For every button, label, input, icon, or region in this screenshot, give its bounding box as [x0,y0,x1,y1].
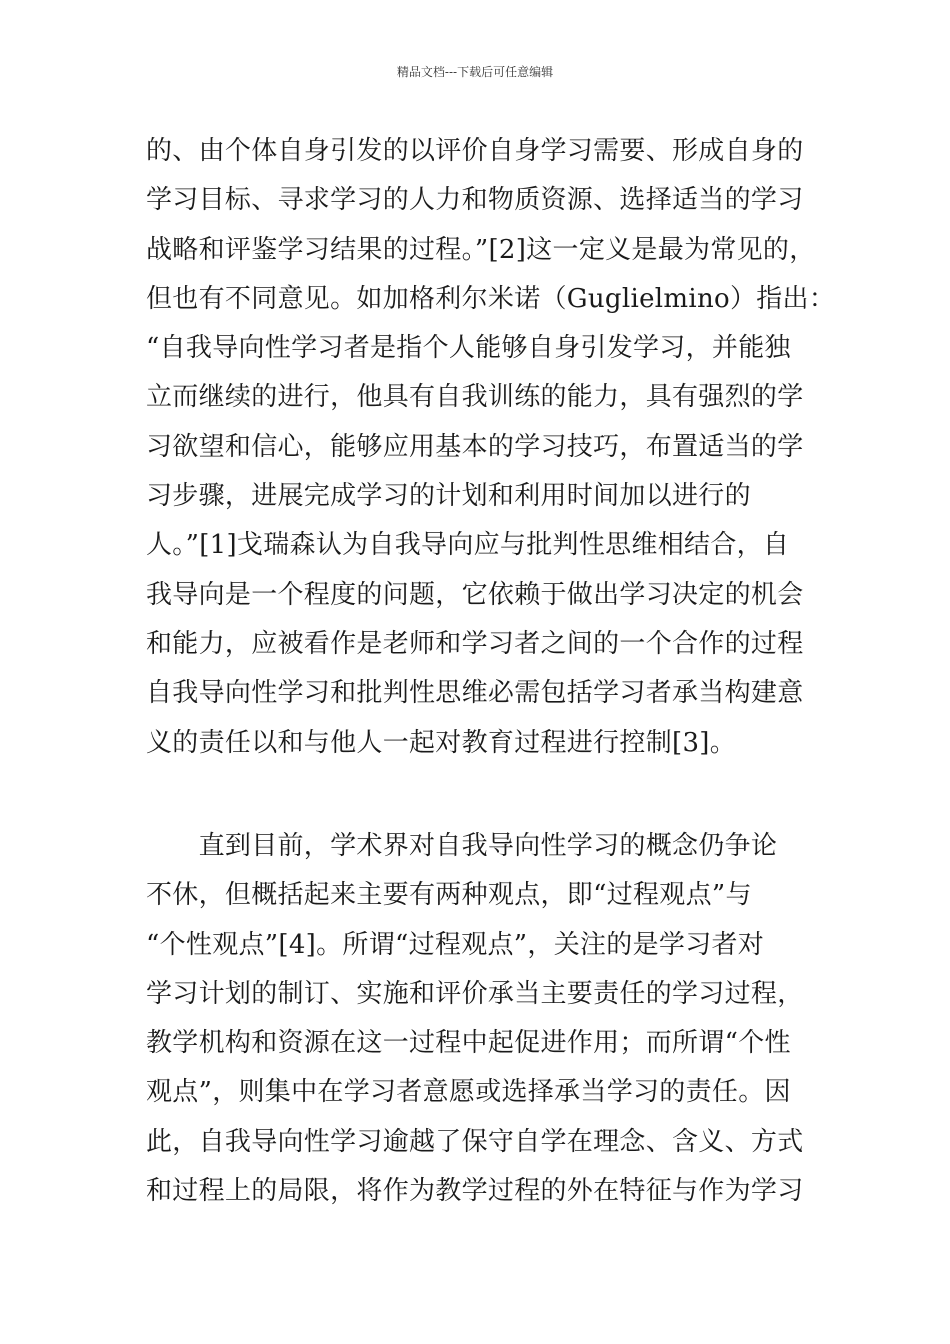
text-line: 的、由个体自身引发的以评价自身学习需要、形成自身的 [146,136,804,166]
text-line: 和过程上的局限，将作为教学过程的外在特征与作为学习 [146,1176,804,1207]
text-line: 人。”[1]戈瑞森认为自我导向应与批判性思维相结合，自 [146,530,790,561]
text-line: 义的责任以和与他人一起对教育过程进行控制[3]。 [146,727,737,758]
text-line: 和能力，应被看作是老师和学习者之间的一个合作的过程 [146,628,804,659]
text-line: 学习计划的制订、实施和评价承当主要责任的学习过程， [146,978,804,1009]
text-line: 直到目前，学术界对自我导向性学习的概念仍争论 [146,831,778,861]
page-header: 精品文档---下载后可任意编辑 [396,65,554,79]
text-line: 教学机构和资源在这一过程中起促进作用；而所谓“个性 [146,1028,791,1059]
text-line: 学习目标、寻求学习的人力和物质资源、选择适当的学习 [146,185,804,216]
text-line: 习步骤，进展完成学习的计划和利用时间加以进行的 [146,481,751,512]
paragraph-1 [146,127,836,768]
text-line: 自我导向性学习和批判性思维必需包括学习者承当构建意 [146,678,804,709]
text-line: “自我导向性学习者是指个人能够自身引发学习，并能独 [146,333,791,364]
text-line: 观点”，则集中在学习者意愿或选择承当学习的责任。因 [146,1077,791,1108]
text-line: 但也有不同意见。如加格利尔米诺（Guglielmino）指出： [146,283,836,314]
text-line: “个性观点”[4]。所谓“过程观点”，关注的是学习者对 [146,929,765,960]
paragraph-2 [146,822,826,1216]
text-line: 此，自我导向性学习逾越了保守自学在理念、含义、方式 [146,1126,804,1157]
text-line: 不休，但概括起来主要有两种观点，即“过程观点”与 [146,880,752,911]
text-line: 习欲望和信心，能够应用基本的学习技巧，布置适当的学 [146,431,804,462]
text-line: 战略和评鉴学习结果的过程。”[2]这一定义是最为常见的， [146,234,816,265]
text-line: 立而继续的进行，他具有自我训练的能力，具有强烈的学 [146,382,804,413]
text-line: 我导向是一个程度的问题，它依赖于做出学习决定的机会 [146,579,804,610]
